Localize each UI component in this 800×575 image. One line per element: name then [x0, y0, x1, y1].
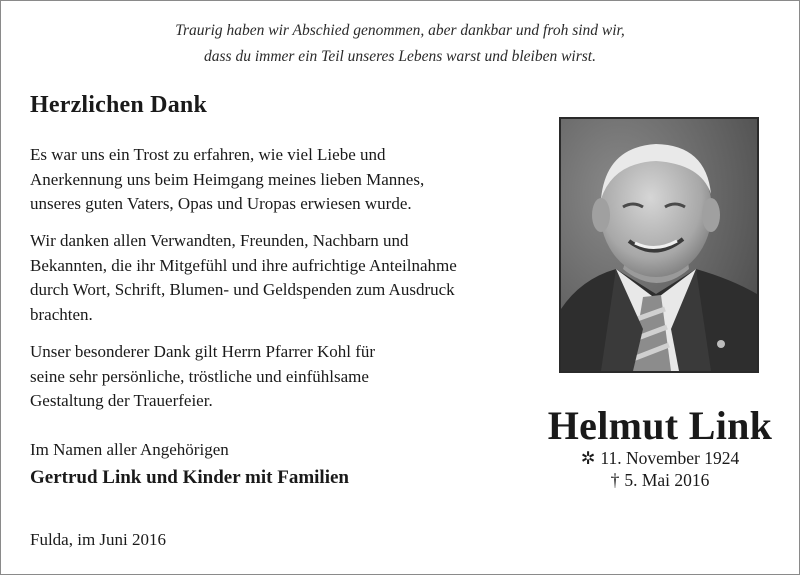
text-line: seine sehr persönliche, tröstliche und einfühlsame: [30, 366, 369, 386]
text-line: Wir danken allen Verwandten, Freunden, Nachbarn und: [30, 231, 409, 250]
cross-icon: †: [610, 470, 620, 490]
motto: [60, 18, 740, 70]
deceased-name: Helmut Link: [547, 403, 773, 448]
death-date-line: [500, 469, 800, 491]
paragraph-3: [30, 340, 530, 414]
text-line: Unser besonderer Dank gilt Herrn Pfarrer Kohl für: [30, 342, 376, 361]
text-line: Es war uns ein Trost zu erfahren, wie viel Liebe und: [30, 145, 386, 164]
life-dates: [500, 447, 800, 491]
text-line: Gestaltung der Trauerfeier.: [30, 391, 213, 410]
birth-date: 11. November 1924: [600, 448, 740, 468]
portrait-photo: [559, 117, 759, 373]
text-line: durch Wort, Schrift, Blumen- und Geldspenden zum Ausdruck: [30, 280, 455, 299]
death-date: 5. Mai 2016: [624, 470, 710, 490]
birth-star-icon: ✲: [580, 448, 596, 468]
text-line: Bekannten, die ihr Mitgefühl und ihre aufrichtige Anteilnahme: [30, 255, 457, 275]
signers: Gertrud Link und Kinder mit Familien: [30, 467, 349, 488]
birth-date-line: [500, 447, 800, 469]
thank-you-heading: Herzlichen Dank: [30, 92, 207, 118]
place-date: Fulda, im Juni 2016: [30, 530, 167, 549]
motto-line: dass du immer ein Teil unseres Lebens warst und bleiben wirst.: [204, 48, 596, 65]
text-line: Anerkennung uns beim Heimgang meines lieben Mannes,: [30, 169, 425, 189]
text-line: unseres guten Vaters, Opas und Uropas erwiesen wurde.: [30, 194, 412, 213]
motto-line: Traurig haben wir Abschied genommen, aber dankbar und froh sind wir,: [175, 22, 625, 39]
on-behalf-line: Im Namen aller Angehörigen: [30, 440, 229, 459]
text-line: brachten.: [30, 304, 93, 324]
paragraph-2: [30, 229, 530, 327]
paragraph-1: [30, 143, 530, 217]
